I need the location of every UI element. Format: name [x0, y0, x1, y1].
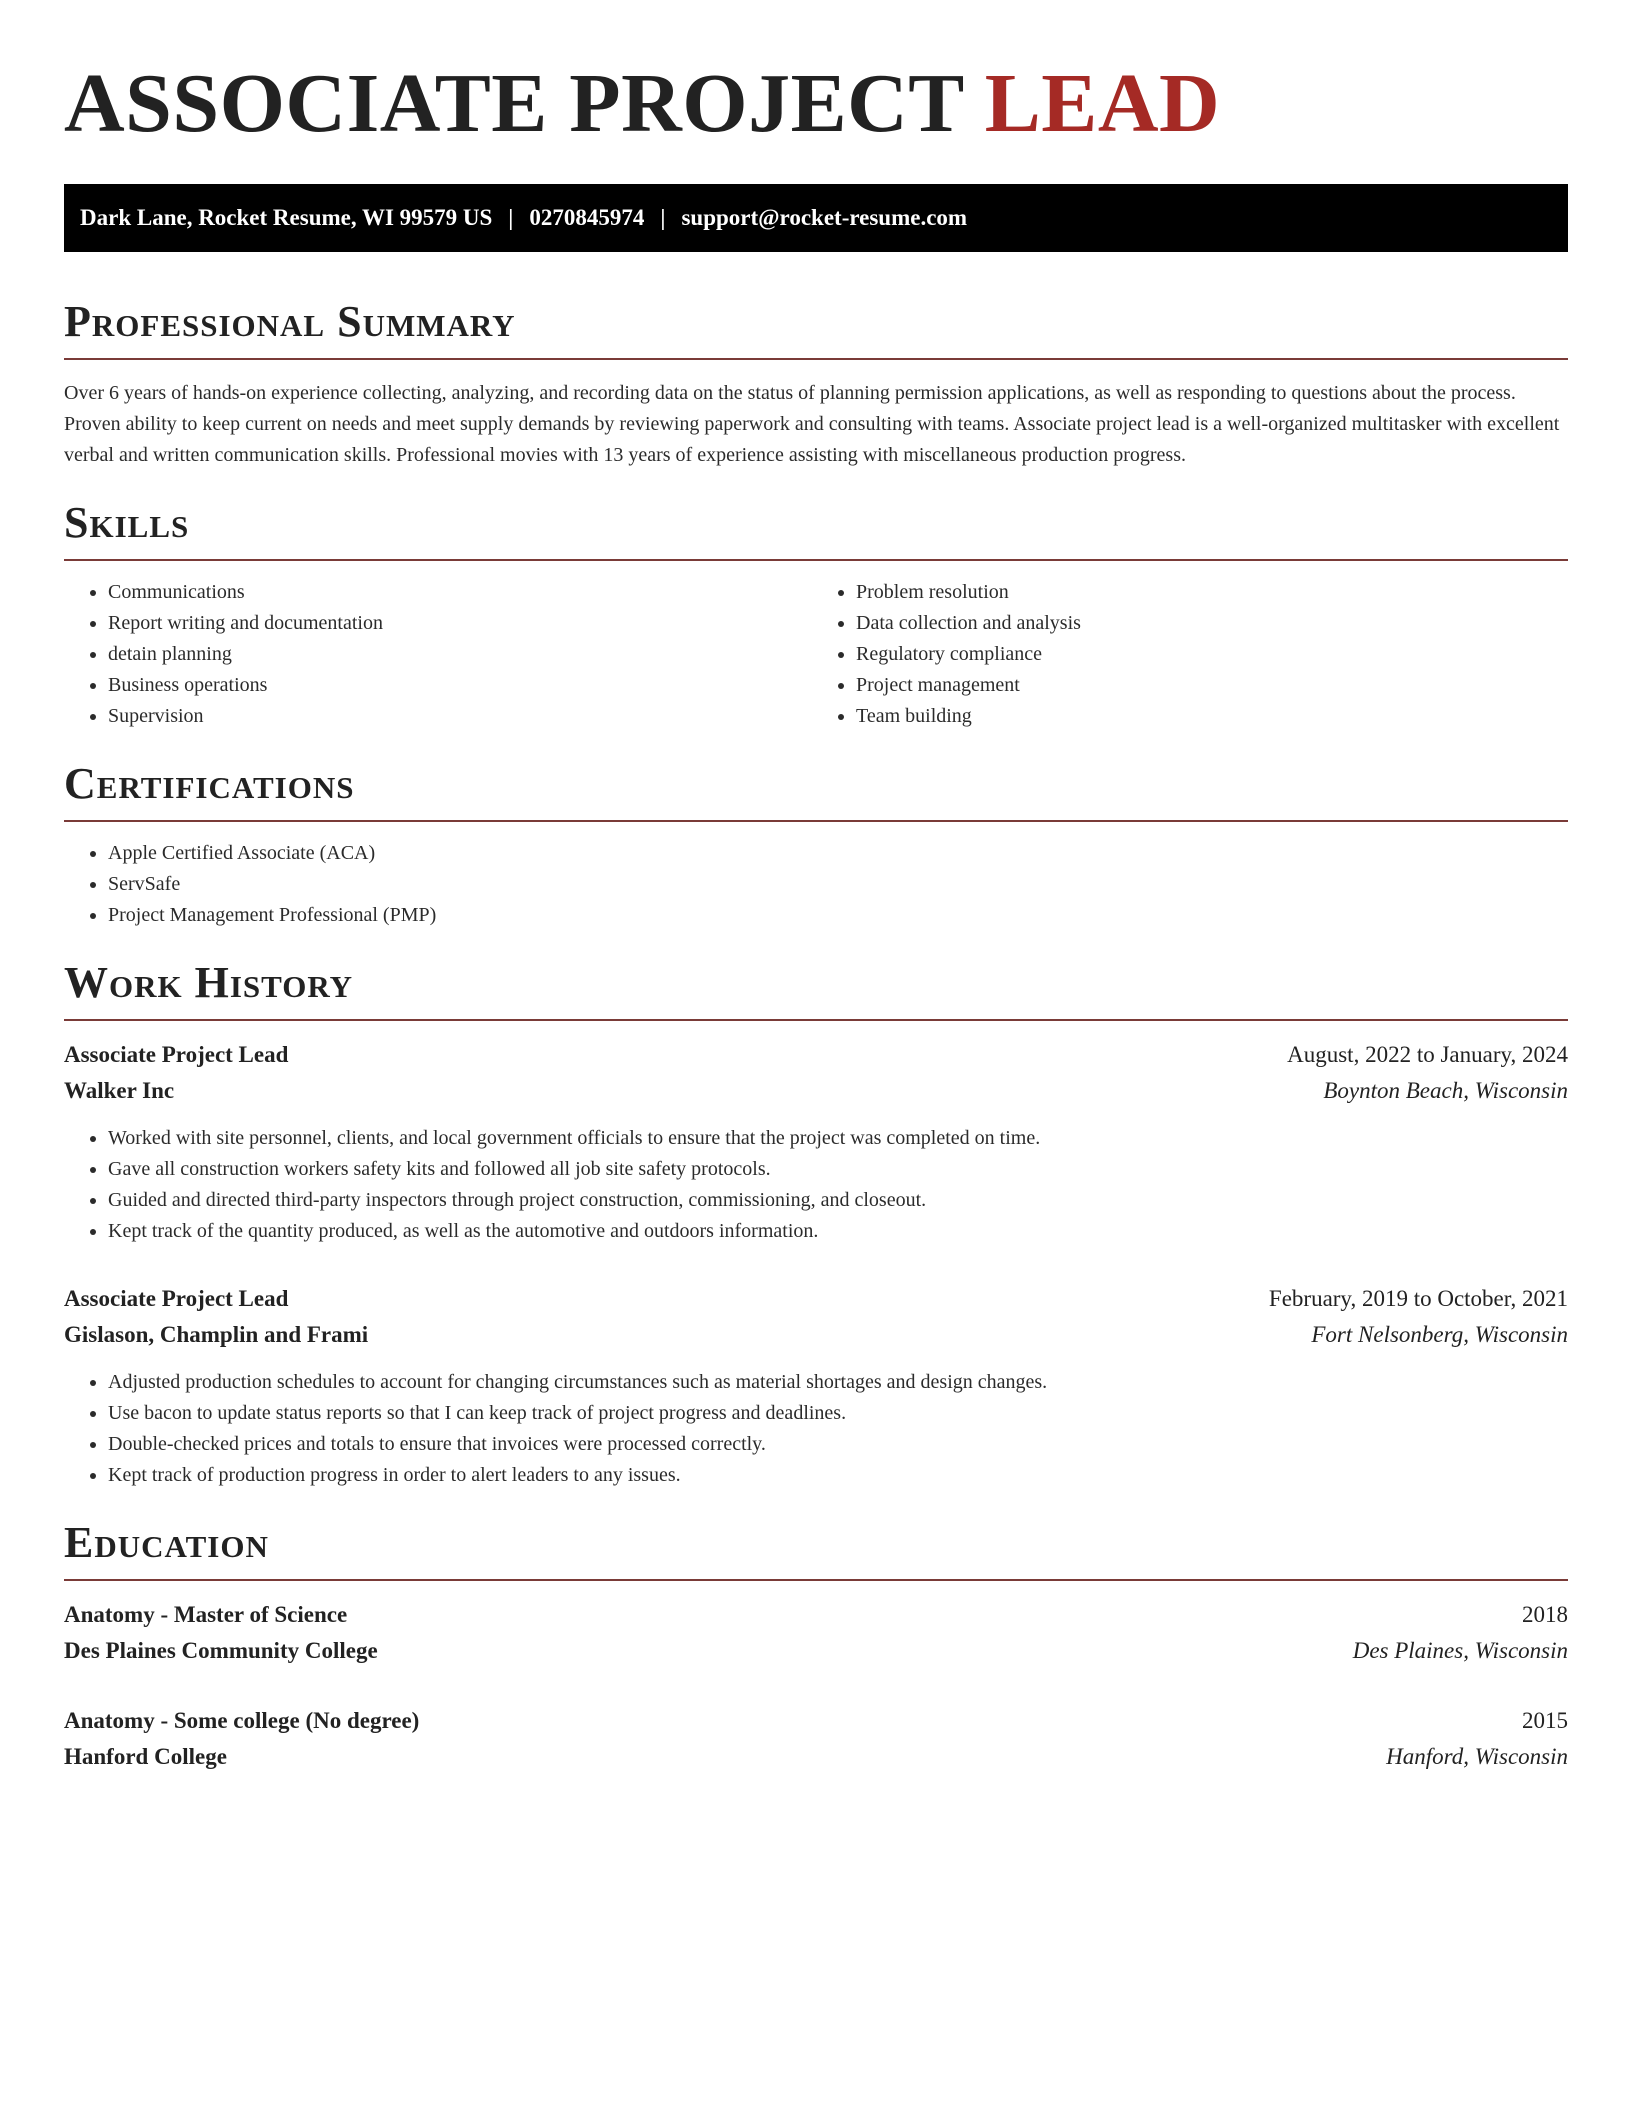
job-company-row: [64, 1073, 1568, 1109]
job-bullet: • Worked with site personnel, clients, and local government officials to ensure that the project was completed on time.: [108, 1123, 1568, 1154]
job-company-row: [64, 1317, 1568, 1353]
summary-text: Over 6 years of hands-on experience collecting, analyzing, and recording data on the status of planning permission applications, as well as responding to questions about the process. Proven ability to keep current on needs and meet supply demands by reviewing paperwork and consulting with teams. Associate project lead is a well-organized multitasker with excellent verbal and written communication skills. Professional movies with 13 years of experience assisting with miscellaneous production progress.: [64, 382, 1560, 466]
education-entry: [64, 1597, 1568, 1669]
skill-item: • Business operations: [108, 670, 816, 701]
job-location: Fort Nelsonberg, Wisconsin: [1311, 1322, 1568, 1347]
job-bullet: • Kept track of the quantity produced, as well as the automotive and outdoors information.: [108, 1216, 1568, 1247]
skills-grid: [64, 561, 1568, 732]
job-bullets: [64, 1123, 1568, 1247]
skills-list-right: [816, 577, 1568, 732]
job-bullet: • Kept track of production progress in order to alert leaders to any issues.: [108, 1460, 1568, 1491]
skill-item: • Problem resolution: [856, 577, 1568, 608]
skill-item: • Communications: [108, 577, 816, 608]
skill-item: • detain planning: [108, 639, 816, 670]
job-header-row: [64, 1281, 1568, 1317]
job-dates: February, 2019 to October, 2021: [1268, 1286, 1568, 1311]
skills-title: Skills: [64, 498, 190, 547]
section-divider: [64, 1579, 1568, 1581]
education-school-row: [64, 1633, 1568, 1669]
certification-item: • Project Management Professional (PMP): [108, 900, 1568, 931]
contact-bar: [64, 184, 1568, 252]
education-year: 2015: [1522, 1708, 1568, 1733]
education-school: Hanford College: [64, 1744, 227, 1769]
education-year: 2018: [1522, 1602, 1568, 1627]
education-title: Education: [64, 1518, 269, 1567]
certifications-title: Certifications: [64, 759, 355, 808]
education-location: Des Plaines, Wisconsin: [1352, 1638, 1568, 1663]
contact-separator: |: [508, 205, 514, 230]
work-history-title: Work History: [64, 958, 354, 1007]
education-school: Des Plaines Community College: [64, 1638, 378, 1663]
education-entry: [64, 1703, 1568, 1775]
job-bullet: • Use bacon to update status reports so that I can keep track of project progress and deadlines.: [108, 1398, 1568, 1429]
job-role: Associate Project Lead: [64, 1286, 289, 1311]
job-bullet: • Adjusted production schedules to account for changing circumstances such as material shortages and design changes.: [108, 1367, 1568, 1398]
resume-name: [64, 56, 1568, 152]
skills-section: [64, 497, 1568, 732]
job-bullets: [64, 1367, 1568, 1491]
certifications-list: [64, 838, 1568, 931]
skill-item: • Report writing and documentation: [108, 608, 816, 639]
job-entry: [64, 1281, 1568, 1491]
summary-title: Professional Summary: [64, 297, 516, 346]
certification-item: • Apple Certified Associate (ACA): [108, 838, 1568, 869]
name-main: ASSOCIATE PROJECT: [64, 57, 964, 150]
education-degree: Anatomy - Some college (No degree): [64, 1708, 420, 1733]
contact-phone: 0270845974: [529, 205, 645, 230]
job-location: Boynton Beach, Wisconsin: [1323, 1078, 1568, 1103]
skill-item: • Data collection and analysis: [856, 608, 1568, 639]
skills-list-left: [64, 577, 816, 732]
skill-item: • Regulatory compliance: [856, 639, 1568, 670]
name-accent: LEAD: [984, 57, 1221, 150]
job-company: Walker Inc: [64, 1078, 175, 1103]
section-divider: [64, 1019, 1568, 1021]
summary-section: [64, 296, 1568, 471]
education-section: [64, 1517, 1568, 1775]
job-role: Associate Project Lead: [64, 1042, 289, 1067]
education-location: Hanford, Wisconsin: [1386, 1744, 1568, 1769]
job-dates: August, 2022 to January, 2024: [1287, 1042, 1568, 1067]
education-header-row: [64, 1597, 1568, 1633]
skill-item: • Project management: [856, 670, 1568, 701]
job-bullet: • Double-checked prices and totals to ensure that invoices were processed correctly.: [108, 1429, 1568, 1460]
section-divider: [64, 820, 1568, 822]
certification-item: • ServSafe: [108, 869, 1568, 900]
education-header-row: [64, 1703, 1568, 1739]
job-bullet: • Gave all construction workers safety kits and followed all job site safety protocols.: [108, 1154, 1568, 1185]
skill-item: • Supervision: [108, 701, 816, 732]
contact-separator: |: [660, 205, 666, 230]
job-bullet: • Guided and directed third-party inspectors through project construction, commissioning, and closeout.: [108, 1185, 1568, 1216]
job-company: Gislason, Champlin and Frami: [64, 1322, 369, 1347]
certifications-section: [64, 758, 1568, 931]
contact-address: Dark Lane, Rocket Resume, WI 99579 US: [80, 205, 493, 230]
job-header-row: [64, 1037, 1568, 1073]
education-degree: Anatomy - Master of Science: [64, 1602, 348, 1627]
work-history-section: [64, 957, 1568, 1491]
job-entry: [64, 1037, 1568, 1247]
skill-item: • Team building: [856, 701, 1568, 732]
education-school-row: [64, 1739, 1568, 1775]
contact-email: support@rocket-resume.com: [681, 205, 968, 230]
section-divider: [64, 358, 1568, 360]
